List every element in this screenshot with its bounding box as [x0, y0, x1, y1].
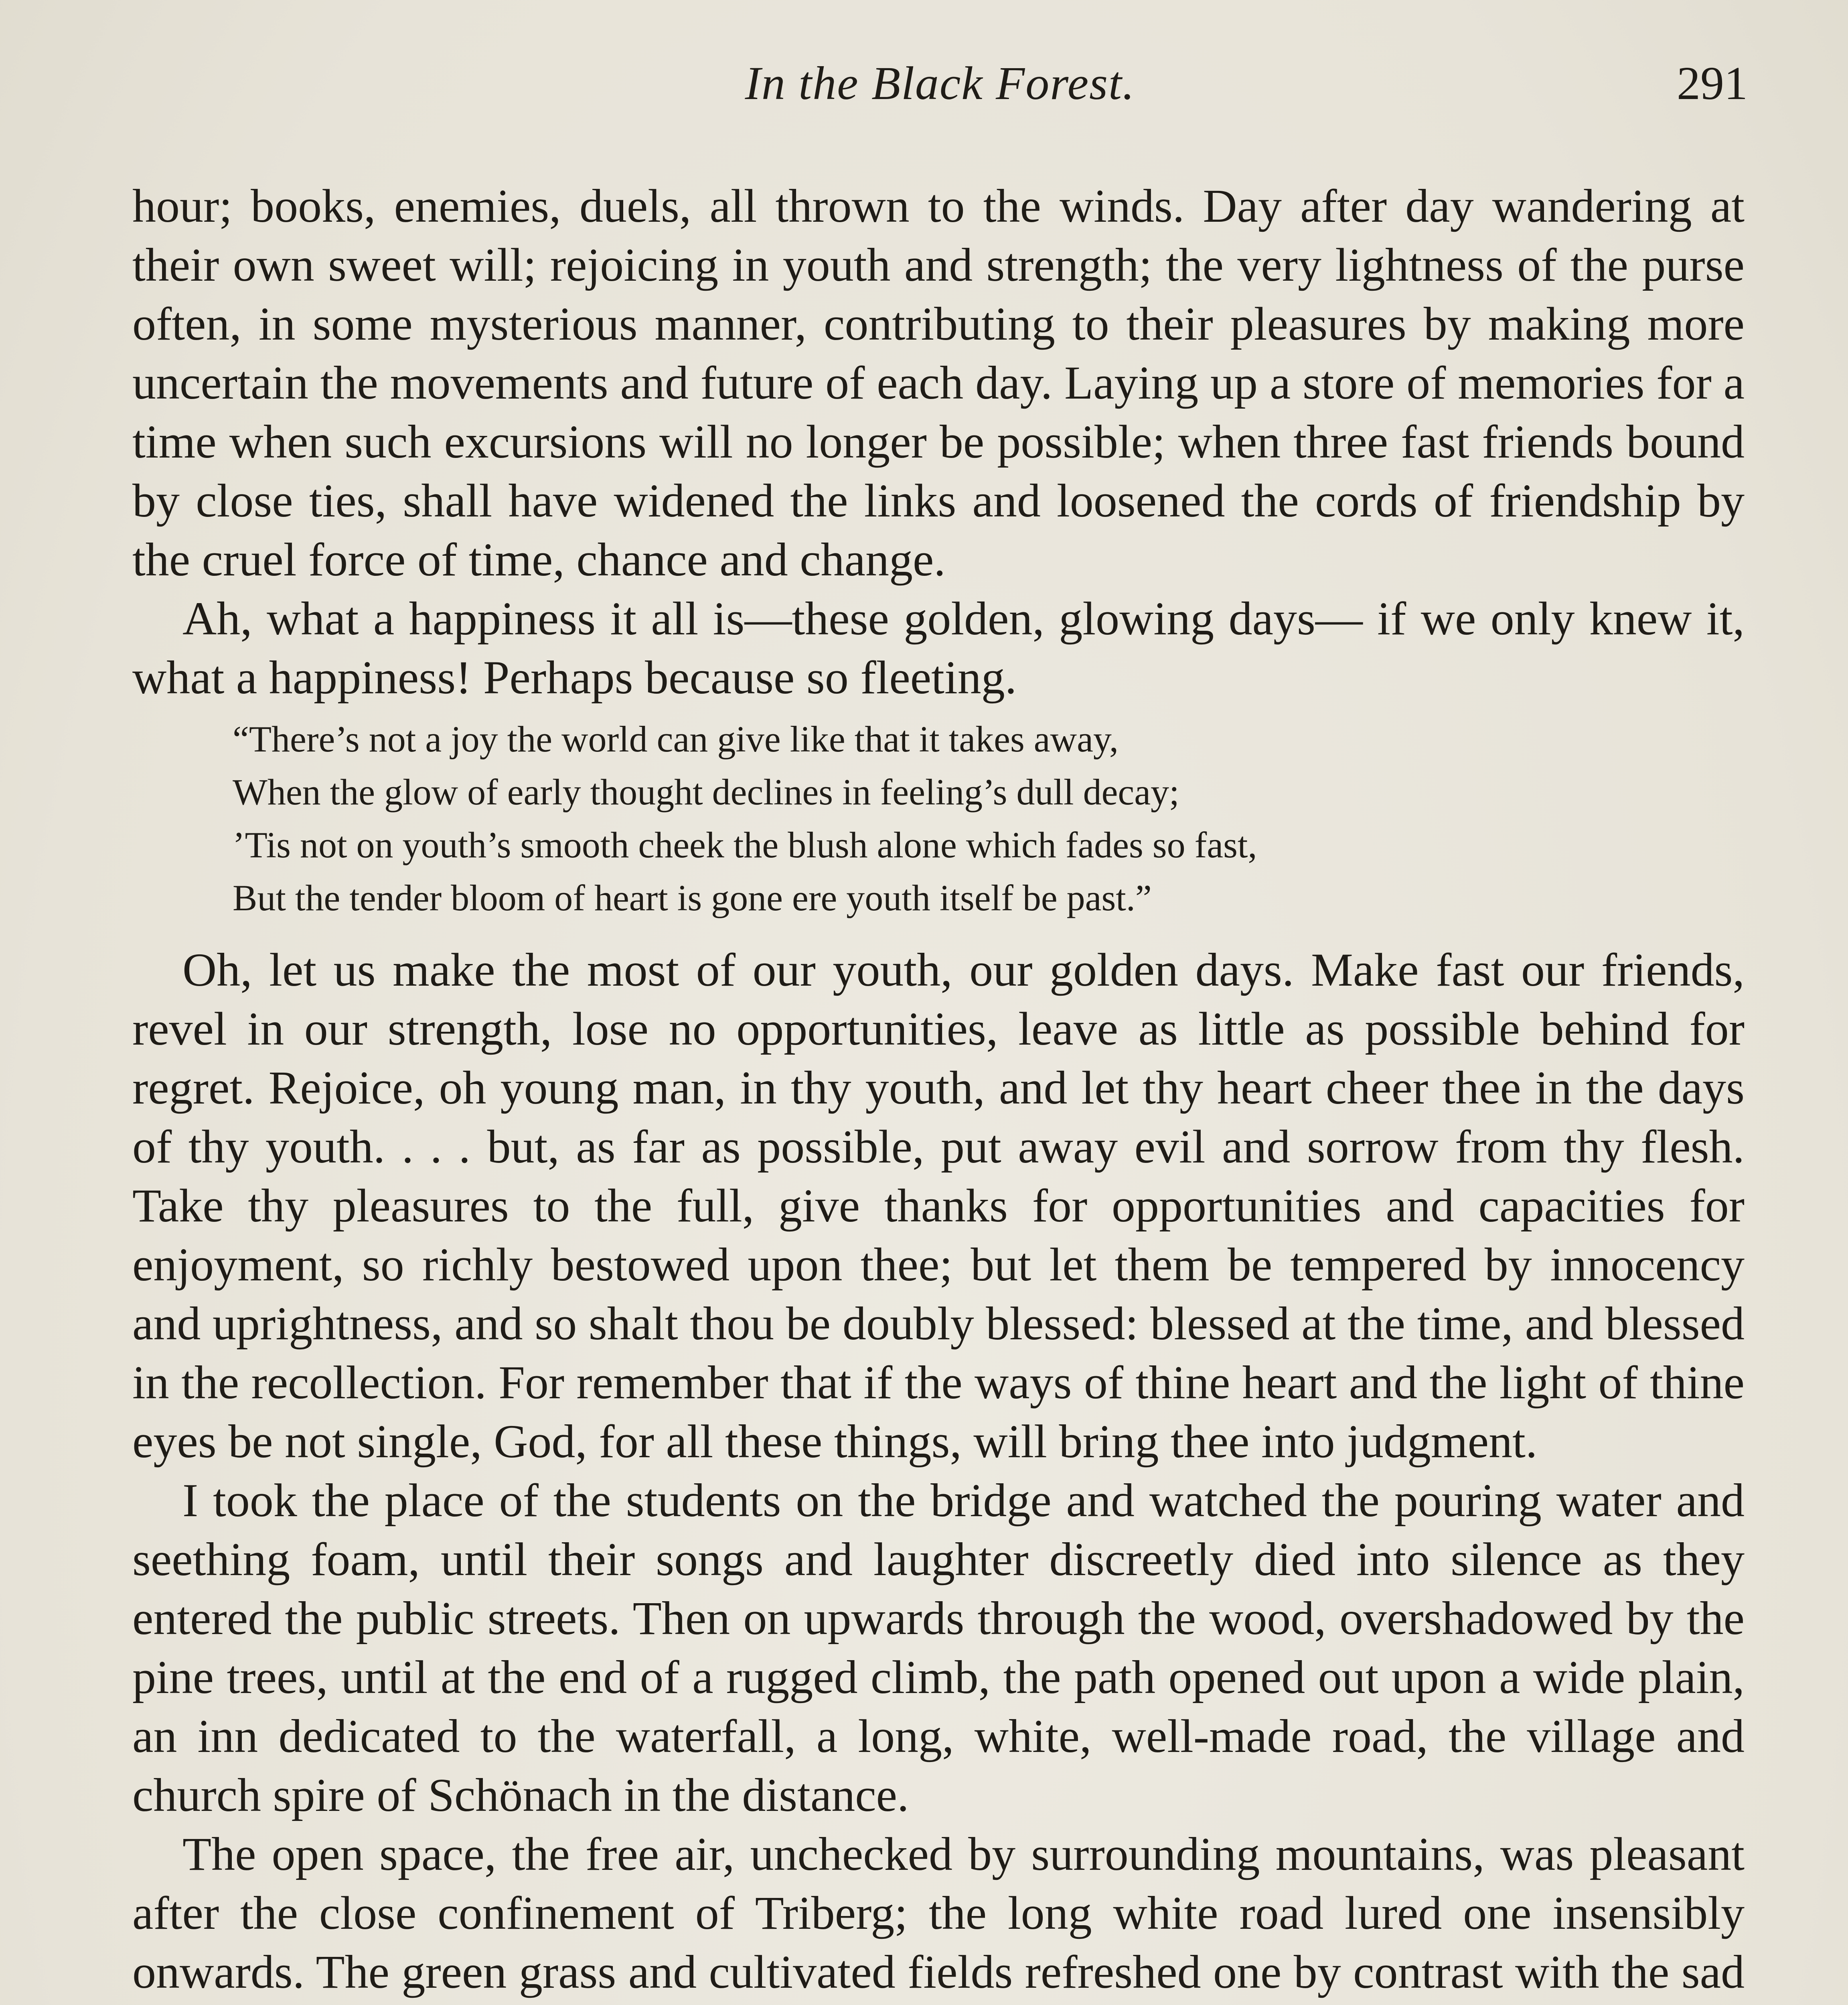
page-header	[132, 56, 1748, 124]
paragraph-1: hour; books, enemies, duels, all thrown to the winds. Day after day wandering at their own sweet will; rejoicing in youth and strength; the very lightness of the purse often, in some mysterious manner, contributing to their pleasures by making more uncertain the movements and future of each day. Laying up a store of memories for a time when such excursions will no longer be possible; when three fast friends bound by close ties, shall have widened the links and loosened the cords of friendship by the cruel force of time, chance and change.	[132, 180, 1745, 586]
body-text	[132, 176, 1745, 2005]
paragraph-2: Ah, what a happiness it all is—these golden, glowing days— if we only knew it, what a happiness! Perhaps because so fleeting.	[132, 592, 1745, 704]
verse-line-3: ’Tis not on youth’s smooth cheek the blush alone which fades so fast,	[233, 824, 1257, 865]
paragraph-3: Oh, let us make the most of our youth, our golden days. Make fast our friends, revel in our strength, lose no opportunities, leave as little as possible behind for regret. Rejoice, oh young man, in thy youth, and let thy heart cheer thee in the days of thy youth. . . . but, as far as possible, put away evil and sorrow from thy flesh. Take thy pleasures to the full, give thanks for opportunities and capacities for enjoyment, so richly bestowed upon thee; but let them be tempered by innocency and uprightness, and so shalt thou be doubly blessed: blessed at the time, and blessed in the recollection. For remember that if the ways of thine heart and the light of thine eyes be not single, God, for all these things, will bring thee into judgment.	[132, 944, 1745, 1468]
verse-quotation	[132, 713, 1745, 924]
verse-line-4: But the tender bloom of heart is gone ere youth itself be past.”	[233, 877, 1152, 918]
verse-line-1: “There’s not a joy the world can give like that it takes away,	[233, 719, 1119, 759]
verse-line-2: When the glow of early thought declines in feeling’s dull decay;	[233, 772, 1179, 812]
running-title: In the Black Forest.	[745, 57, 1135, 109]
paragraph-5: The open space, the free air, unchecked by surrounding mountains, was pleasant after the close confinement of Triberg; the long white road lured one insensibly onwards. The green grass and cultivated fields refreshed one by contrast with the sad	[132, 1828, 1745, 1998]
paragraph-4: I took the place of the students on the bridge and watched the pouring water and seething foam, until their songs and laughter discreetly died into silence as they entered the public streets. Then on upwards through the wood, overshadowed by the pine trees, until at the end of a rugged climb, the path opened out upon a wide plain, an inn dedicated to the waterfall, a long, white, well-made road, the village and church spire of Schönach in the distance.	[132, 1474, 1745, 1821]
page-number: 291	[1677, 57, 1748, 109]
